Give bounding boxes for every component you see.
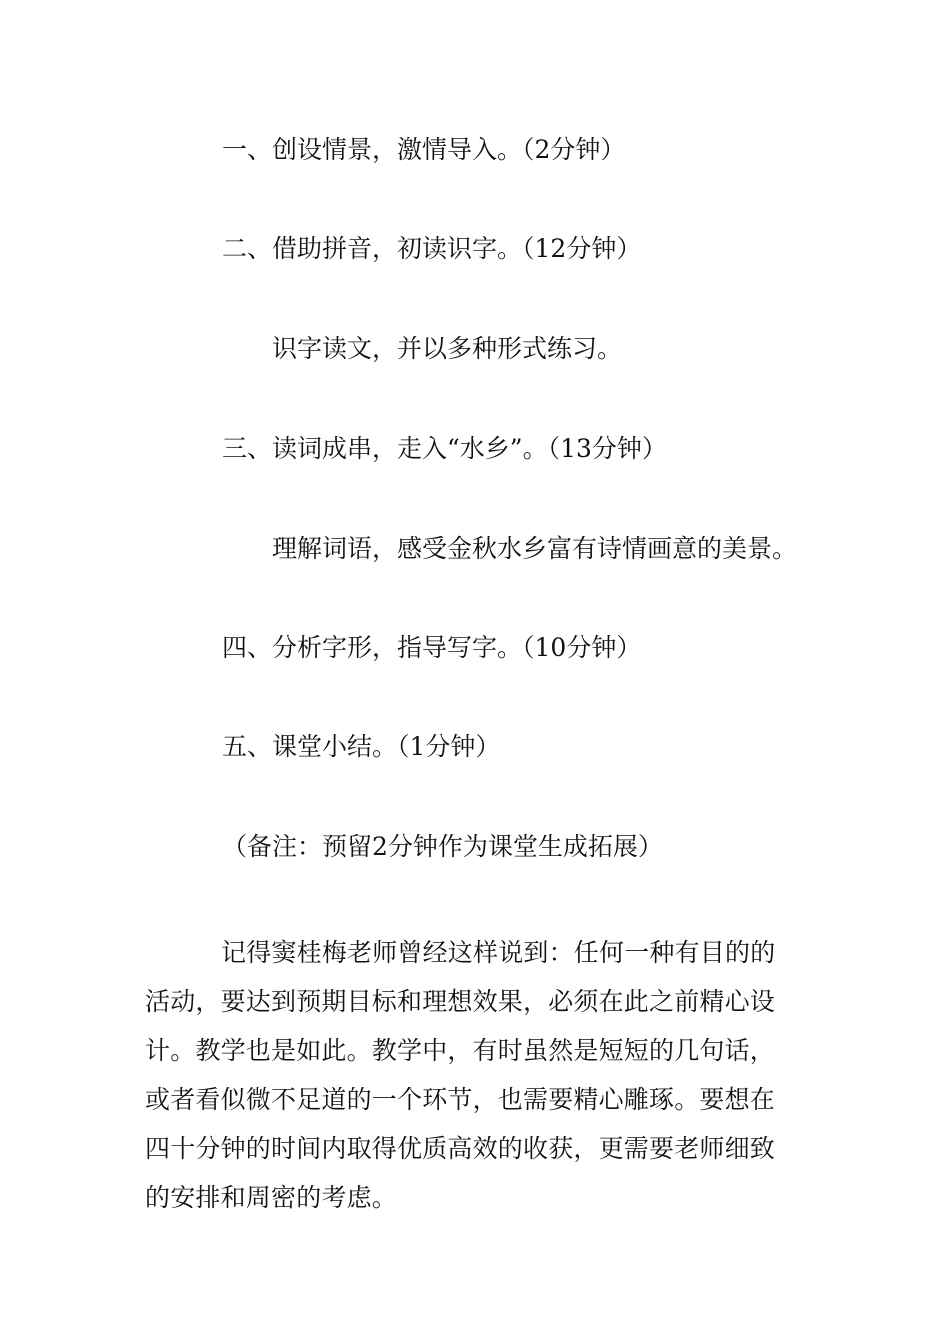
outline-step-5: 五、课堂小结。（1分钟） [222, 732, 501, 761]
outline-step-1: 一、创设情景，激情导入。（2分钟） [222, 135, 626, 164]
paragraph-line: 或者看似微不足道的一个环节，也需要精心雕琢。要想在 [145, 1085, 776, 1114]
paragraph-line: 记得窦桂梅老师曾经这样说到：任何一种有目的的 [221, 938, 776, 967]
outline-step-4: 四、分析字形，指导写字。（10分钟） [222, 633, 642, 662]
paragraph-line: 四十分钟的时间内取得优质高效的收获，更需要老师细致 [145, 1134, 776, 1163]
outline-step-2: 二、借助拼音，初读识字。（12分钟） [222, 234, 642, 263]
reflection-paragraph [145, 928, 805, 1222]
outline-step-3: 三、读词成串，走入“水乡”。（13分钟） [222, 434, 667, 463]
outline-step-3-detail: 理解词语，感受金秋水乡富有诗情画意的美景。 [272, 534, 798, 563]
paragraph-line: 的安排和周密的考虑。 [145, 1183, 398, 1212]
outline-step-2-detail: 识字读文，并以多种形式练习。 [272, 334, 623, 363]
paragraph-line: 计。教学也是如此。教学中，有时虽然是短短的几句话， [145, 1036, 776, 1065]
remark-note: （备注：预留2分钟作为课堂生成拓展） [222, 832, 663, 861]
paragraph-line: 活动，要达到预期目标和理想效果，必须在此之前精心设 [145, 987, 776, 1016]
